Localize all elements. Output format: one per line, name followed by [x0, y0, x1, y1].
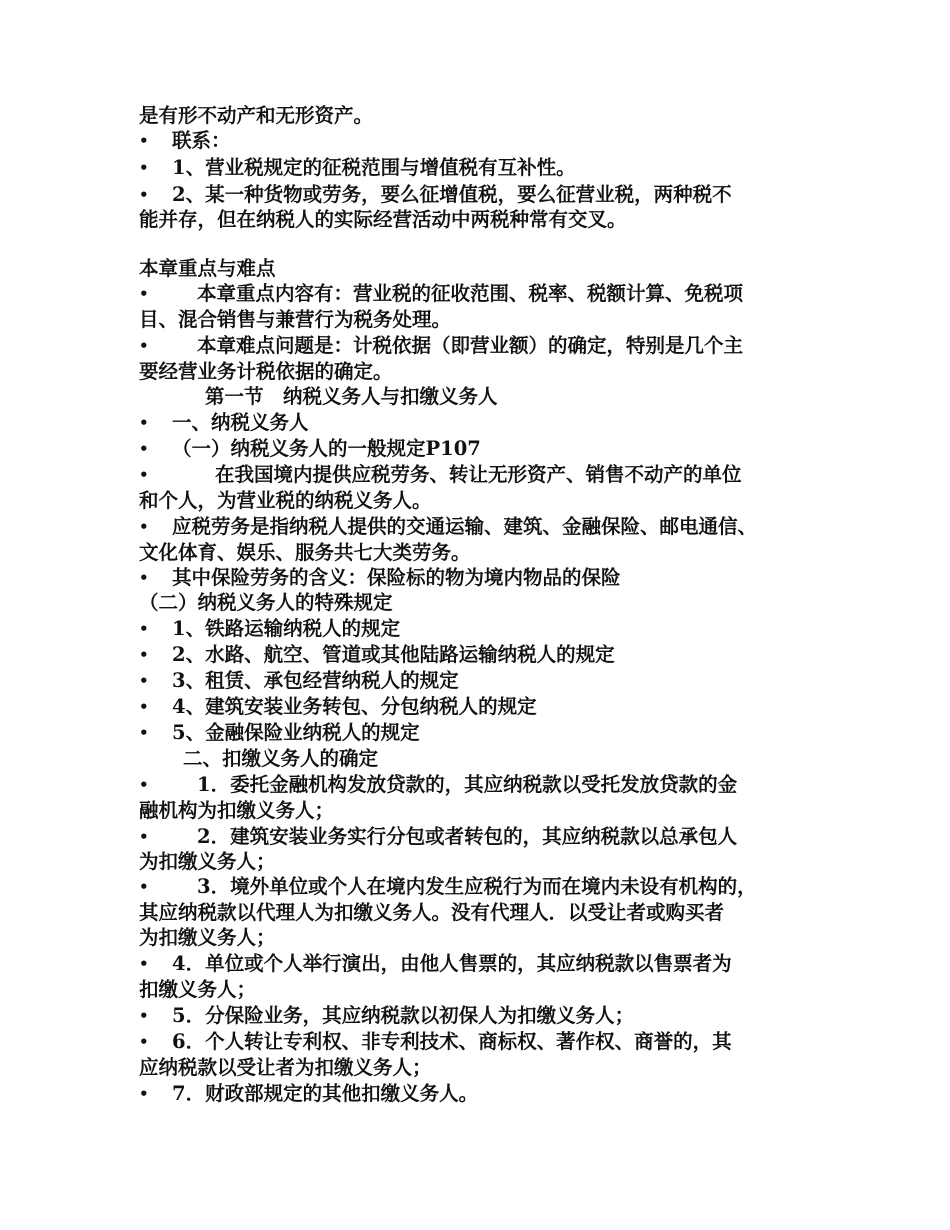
- text-line: [0, 798, 950, 824]
- bullet-point: •: [139, 186, 149, 204]
- bullet-point: •: [139, 955, 149, 973]
- text-line: [0, 642, 950, 668]
- line-text: 2、某一种货物或劳务，要么征增值税，要么征营业税，两种税不: [172, 183, 732, 206]
- bullet-point: •: [139, 620, 149, 638]
- text-line: [0, 1003, 950, 1029]
- line-text: 本章难点问题是：计税依据（即营业额）的确定，特别是几个主: [197, 334, 744, 357]
- bullet-point: •: [139, 724, 149, 742]
- text-line: [0, 384, 950, 410]
- bullet-point: •: [139, 466, 149, 484]
- line-text: 3．境外单位或个人在境内发生应税行为而在境内未设有机构的，: [197, 875, 757, 898]
- bullet-point: •: [139, 518, 149, 536]
- text-line: [0, 256, 950, 282]
- line-text: 和个人，为营业税的纳税义务人。: [139, 489, 432, 512]
- text-line: [0, 128, 950, 154]
- text-line: [0, 514, 950, 540]
- line-text: 是有形不动产和无形资产。: [139, 104, 374, 127]
- text-line: [0, 462, 950, 488]
- line-text: 本章重点与难点: [139, 257, 276, 280]
- text-line: [0, 540, 950, 566]
- line-text: 4、建筑安装业务转包、分包纳税人的规定: [172, 695, 537, 718]
- text-line: [0, 977, 950, 1003]
- text-line: [0, 772, 950, 798]
- bullet-point: •: [139, 569, 149, 587]
- text-line: [0, 1029, 950, 1055]
- text-line: [0, 1055, 950, 1081]
- line-text: 5．分保险业务，其应纳税款以初保人为扣缴义务人；: [172, 1004, 635, 1027]
- line-text: 5、金融保险业纳税人的规定: [172, 721, 420, 744]
- text-line: [0, 616, 950, 642]
- text-line: [0, 333, 950, 359]
- bullet-point: •: [139, 828, 149, 846]
- text-line: [0, 900, 950, 926]
- line-text: （二）纳税义务人的特殊规定: [139, 591, 393, 614]
- line-text: 2、水路、航空、管道或其他陆路运输纳税人的规定: [172, 643, 615, 666]
- bullet-point: •: [139, 337, 149, 355]
- bullet-point: •: [139, 646, 149, 664]
- text-line: [0, 590, 950, 616]
- bullet-point: •: [139, 132, 149, 150]
- text-line: [0, 925, 950, 951]
- line-text: 本章重点内容有：营业税的征收范围、税率、税额计算、免税项: [197, 282, 744, 305]
- bullet-point: •: [139, 698, 149, 716]
- line-text: 其中保险劳务的含义：保险标的物为境内物品的保险: [172, 566, 621, 589]
- text-line: [0, 488, 950, 514]
- bullet-point: •: [139, 440, 149, 458]
- bullet-point: •: [139, 1007, 149, 1025]
- line-text: 3、租赁、承包经营纳税人的规定: [172, 669, 459, 692]
- bullet-point: •: [139, 672, 149, 690]
- text-line: [0, 307, 950, 333]
- line-text: 在我国境内提供应税劳务、转让无形资产、销售不动产的单位: [215, 463, 742, 486]
- text-line: [0, 874, 950, 900]
- line-text: 要经营业务计税依据的确定。: [139, 360, 393, 383]
- line-text: 2．建筑安装业务实行分包或者转包的，其应纳税款以总承包人: [197, 825, 738, 848]
- line-text: 4．单位或个人举行演出，由他人售票的，其应纳税款以售票者为: [172, 952, 732, 975]
- bullet-point: •: [139, 285, 149, 303]
- text-line: [0, 694, 950, 720]
- line-text: 第一节 纳税义务人与扣缴义务人: [205, 385, 498, 408]
- line-text: 二、扣缴义务人的确定: [183, 747, 379, 770]
- text-line: [0, 207, 950, 233]
- text-line: [0, 951, 950, 977]
- line-text: 应税劳务是指纳税人提供的交通运输、建筑、金融保险、邮电通信、: [172, 515, 758, 538]
- text-line: [0, 668, 950, 694]
- line-text: 6．个人转让专利权、非专利技术、商标权、著作权、商誉的，其: [172, 1030, 732, 1053]
- text-line: [0, 103, 950, 129]
- line-text: 联系：: [172, 129, 231, 152]
- text-line: [0, 1081, 950, 1107]
- line-text: 融机构为扣缴义务人；: [139, 799, 335, 822]
- text-line: [0, 824, 950, 850]
- text-line: [0, 565, 950, 591]
- bullet-point: •: [139, 1085, 149, 1103]
- line-text: 为扣缴义务人；: [139, 926, 276, 949]
- text-line: [0, 155, 950, 181]
- line-text: 为扣缴义务人；: [139, 850, 276, 873]
- text-line: [0, 436, 950, 462]
- line-text: 一、纳税义务人: [172, 411, 309, 434]
- text-line: [0, 410, 950, 436]
- line-text: 1．委托金融机构发放贷款的，其应纳税款以受托发放贷款的金: [197, 773, 738, 796]
- line-text: 应纳税款以受让者为扣缴义务人；: [139, 1056, 432, 1079]
- text-line: [0, 182, 950, 208]
- bullet-point: •: [139, 414, 149, 432]
- line-text: （一）纳税义务人的一般规定P107: [172, 437, 481, 460]
- bullet-point: •: [139, 776, 149, 794]
- text-line: [0, 849, 950, 875]
- line-text: 目、混合销售与兼营行为税务处理。: [139, 308, 452, 331]
- text-line: [0, 281, 950, 307]
- bullet-point: •: [139, 878, 149, 896]
- bullet-point: •: [139, 1033, 149, 1051]
- text-line: [0, 359, 950, 385]
- line-text: 扣缴义务人；: [139, 978, 257, 1001]
- text-line: [0, 746, 950, 772]
- line-text: 其应纳税款以代理人为扣缴义务人。没有代理人．以受让者或购买者: [139, 901, 725, 924]
- bullet-point: •: [139, 159, 149, 177]
- line-text: 7．财政部规定的其他扣缴义务人。: [172, 1082, 479, 1105]
- line-text: 1、铁路运输纳税人的规定: [172, 617, 401, 640]
- line-text: 能并存，但在纳税人的实际经营活动中两税种常有交叉。: [139, 208, 627, 231]
- line-text: 文化体育、娱乐、服务共七大类劳务。: [139, 541, 471, 564]
- line-text: 1、营业税规定的征税范围与增值税有互补性。: [172, 156, 576, 179]
- text-line: [0, 720, 950, 746]
